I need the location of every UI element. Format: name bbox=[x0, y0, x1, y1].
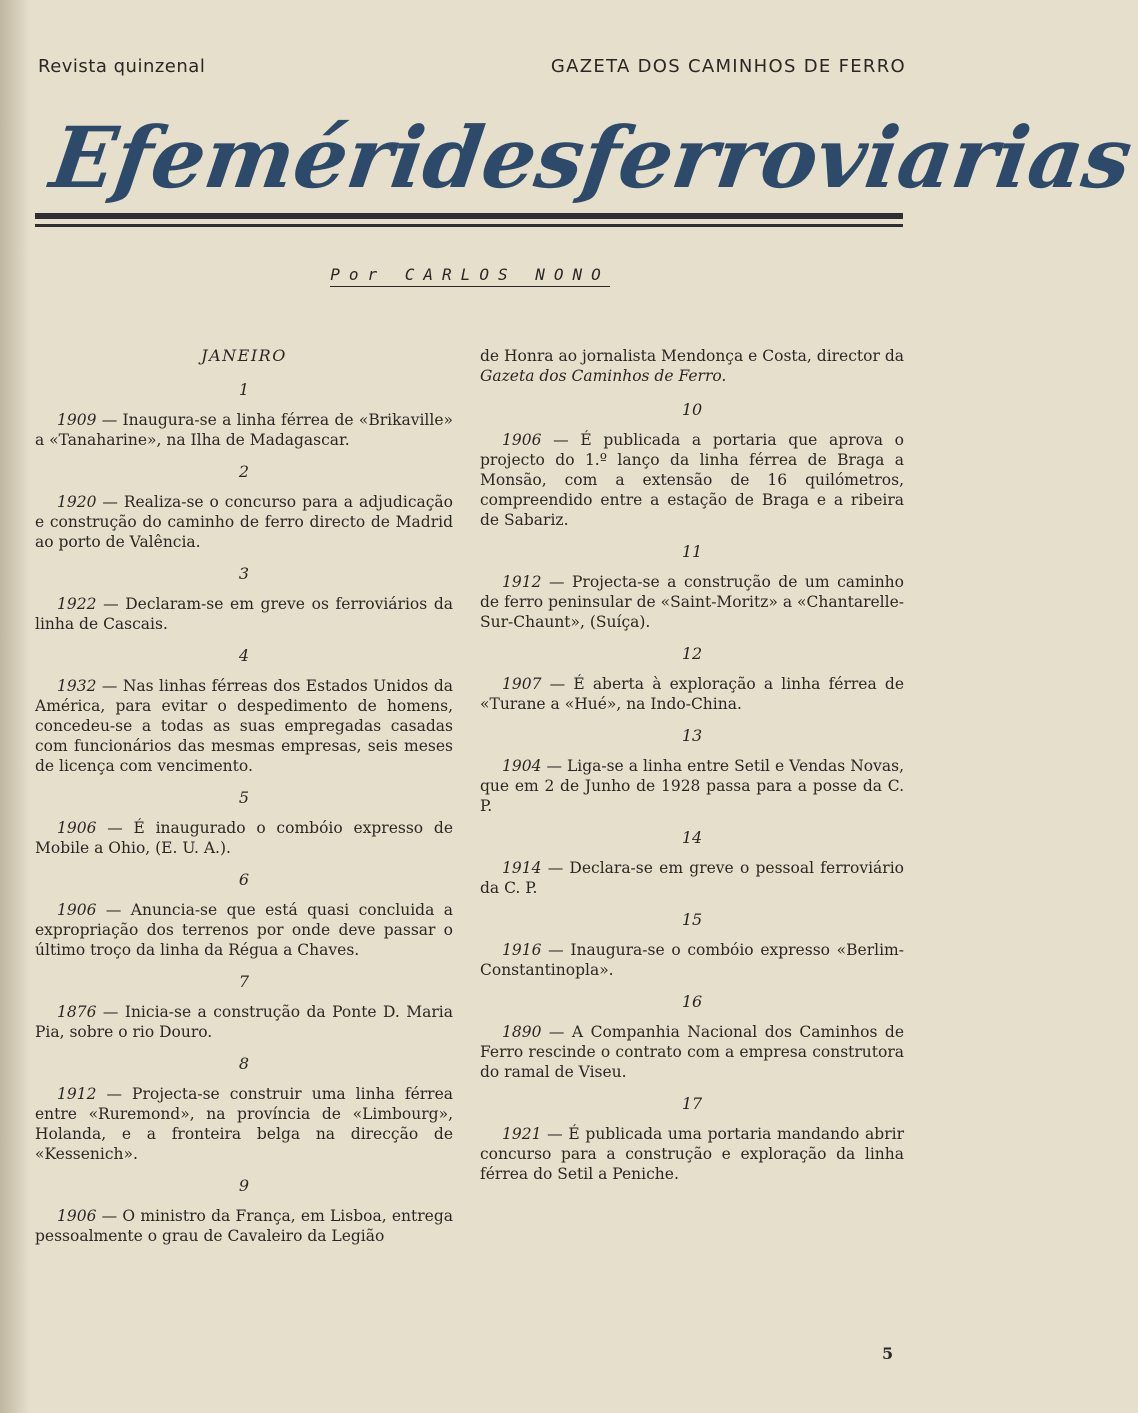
entry-text: — Inicia-se a construção da Ponte D. Maria Pia, sobre o rio Douro. bbox=[35, 1003, 453, 1041]
entry-text: — O ministro da França, em Lisboa, entrega pessoalmente o grau de Cavaleiro da Legião bbox=[35, 1207, 453, 1245]
ephemeris-entry bbox=[480, 858, 904, 898]
day-number: 17 bbox=[681, 1094, 703, 1113]
entry-year: 1890 bbox=[502, 1023, 542, 1041]
article-title bbox=[33, 108, 1138, 208]
entry-year: 1914 bbox=[502, 859, 542, 877]
ephemeris-entry bbox=[480, 1124, 904, 1184]
ephemeris-entry bbox=[35, 676, 453, 776]
entry-text: — Declaram-se em greve os ferroviários da linha de Cascais. bbox=[35, 595, 453, 633]
page-number: 5 bbox=[882, 1344, 894, 1363]
month-heading: JANEIRO bbox=[201, 346, 287, 365]
entry-year: 1904 bbox=[502, 757, 542, 775]
day-number: 6 bbox=[238, 870, 250, 889]
entry-text: — Inaugura-se a linha férrea de «Brikaville» a «Tanaharine», na Ilha de Madagascar. bbox=[35, 411, 453, 449]
day-number: 16 bbox=[681, 992, 703, 1011]
ephemeris-entry bbox=[480, 572, 904, 632]
right-column bbox=[480, 346, 904, 1196]
day-number: 10 bbox=[681, 400, 703, 419]
left-entries bbox=[35, 380, 453, 1246]
ephemeris-entry bbox=[480, 940, 904, 980]
entry-text: — Realiza-se o concurso para a adjudicação e construção do caminho de ferro directo de Madrid ao porto de Valência. bbox=[35, 493, 453, 551]
ephemeris-entry bbox=[480, 430, 904, 530]
entry-text: — Declara-se em greve o pessoal ferroviário da C. P. bbox=[480, 859, 904, 897]
entry-text: — É publicada uma portaria mandando abrir concurso para a construção e exploração da linha férrea do Setil a Peniche. bbox=[480, 1125, 904, 1183]
continued-entry-italic: Gazeta dos Caminhos de Ferro. bbox=[480, 367, 727, 385]
byline bbox=[0, 265, 940, 287]
entry-text: — Anuncia-se que está quasi concluida a expropriação dos terrenos por onde deve passar o último troço da linha da Régua a Chaves. bbox=[35, 901, 453, 959]
entry-year: 1912 bbox=[502, 573, 542, 591]
ephemeris-entry bbox=[480, 1022, 904, 1082]
day-number: 7 bbox=[238, 972, 250, 991]
entry-text: — Liga-se a linha entre Setil e Vendas Novas, que em 2 de Junho de 1928 passa para a posse da C. P. bbox=[480, 757, 904, 815]
ephemeris-entry bbox=[35, 1002, 453, 1042]
masthead bbox=[38, 56, 906, 77]
left-column bbox=[35, 340, 453, 1258]
article-title-word-2: ferroviarias bbox=[576, 108, 1138, 207]
day-number: 15 bbox=[681, 910, 703, 929]
day-number: 5 bbox=[238, 788, 250, 807]
ephemeris-entry bbox=[480, 674, 904, 714]
entry-text: — Inaugura-se o combóio expresso «Berlim-Constantinopla». bbox=[480, 941, 904, 979]
day-number: 8 bbox=[238, 1054, 250, 1073]
title-rule-thick bbox=[35, 213, 903, 219]
entry-text: — É publicada a portaria que aprova o projecto do 1.º lanço da linha férrea de Braga a Monsão, com a extensão de 16 quilómetros, compreendido entre a estação de Braga e a ribeira de Sabariz. bbox=[480, 431, 904, 529]
entry-year: 1907 bbox=[502, 675, 542, 693]
day-number: 9 bbox=[238, 1176, 250, 1195]
masthead-publication-title: GAZETA DOS CAMINHOS DE FERRO bbox=[550, 56, 906, 77]
day-number: 4 bbox=[238, 646, 250, 665]
entry-year: 1909 bbox=[57, 411, 97, 429]
entry-year: 1912 bbox=[57, 1085, 97, 1103]
ephemeris-entry bbox=[480, 756, 904, 816]
entry-year: 1916 bbox=[502, 941, 542, 959]
entry-year: 1906 bbox=[57, 1207, 97, 1225]
day-number: 13 bbox=[681, 726, 703, 745]
entry-text: — A Companhia Nacional dos Caminhos de Ferro rescinde o contrato com a empresa construtora do ramal de Viseu. bbox=[480, 1023, 904, 1081]
entry-year: 1921 bbox=[502, 1125, 542, 1143]
day-number: 12 bbox=[681, 644, 703, 663]
title-rule-thin bbox=[35, 224, 903, 227]
entry-year: 1906 bbox=[57, 901, 97, 919]
ephemeris-entry bbox=[35, 410, 453, 450]
entry-text: — É inaugurado o combóio expresso de Mobile a Ohio, (E. U. A.). bbox=[35, 819, 453, 857]
entry-year: 1922 bbox=[57, 595, 97, 613]
entry-year: 1906 bbox=[502, 431, 542, 449]
ephemeris-entry bbox=[35, 1206, 453, 1246]
entry-year: 1920 bbox=[57, 493, 97, 511]
ephemeris-entry bbox=[35, 594, 453, 634]
entry-text: — É aberta à exploração a linha férrea de «Turane a «Hué», na Indo-China. bbox=[480, 675, 904, 713]
ephemeris-entry bbox=[35, 818, 453, 858]
ephemeris-entry bbox=[35, 1084, 453, 1164]
ephemeris-entry bbox=[35, 492, 453, 552]
entry-text: — Projecta-se a construção de um caminho de ferro peninsular de «Saint-Moritz» a «Chantarelle-Sur-Chaunt», (Suíça). bbox=[480, 573, 904, 631]
byline-author: Por CARLOS NONO bbox=[330, 265, 610, 287]
article-banner bbox=[40, 108, 1138, 208]
entry-year: 1932 bbox=[57, 677, 97, 695]
continued-entry bbox=[480, 346, 904, 386]
masthead-periodicity: Revista quinzenal bbox=[38, 56, 206, 77]
entry-text: — Projecta-se construir uma linha férrea entre «Ruremond», na província de «Limbourg», Holanda, e a fronteira belga na direcção de «Kessenich». bbox=[35, 1085, 453, 1163]
day-number: 14 bbox=[681, 828, 703, 847]
day-number: 2 bbox=[238, 462, 250, 481]
day-number: 1 bbox=[238, 380, 250, 399]
entry-text: — Nas linhas férreas dos Estados Unidos da América, para evitar o despedimento de homens, concedeu-se a todas as suas empregadas casadas com funcionários das mesmas empresas, seis meses de licença com vencimento. bbox=[35, 677, 453, 775]
entry-year: 1876 bbox=[57, 1003, 97, 1021]
day-number: 3 bbox=[238, 564, 250, 583]
ephemeris-entry bbox=[35, 900, 453, 960]
right-entries bbox=[480, 400, 904, 1184]
continued-entry-text: de Honra ao jornalista Mendonça e Costa, director da bbox=[480, 347, 904, 365]
day-number: 11 bbox=[681, 542, 703, 561]
article-title-word-1: Efemérides bbox=[45, 108, 591, 207]
page-binding-shadow bbox=[0, 0, 30, 1413]
entry-year: 1906 bbox=[57, 819, 97, 837]
